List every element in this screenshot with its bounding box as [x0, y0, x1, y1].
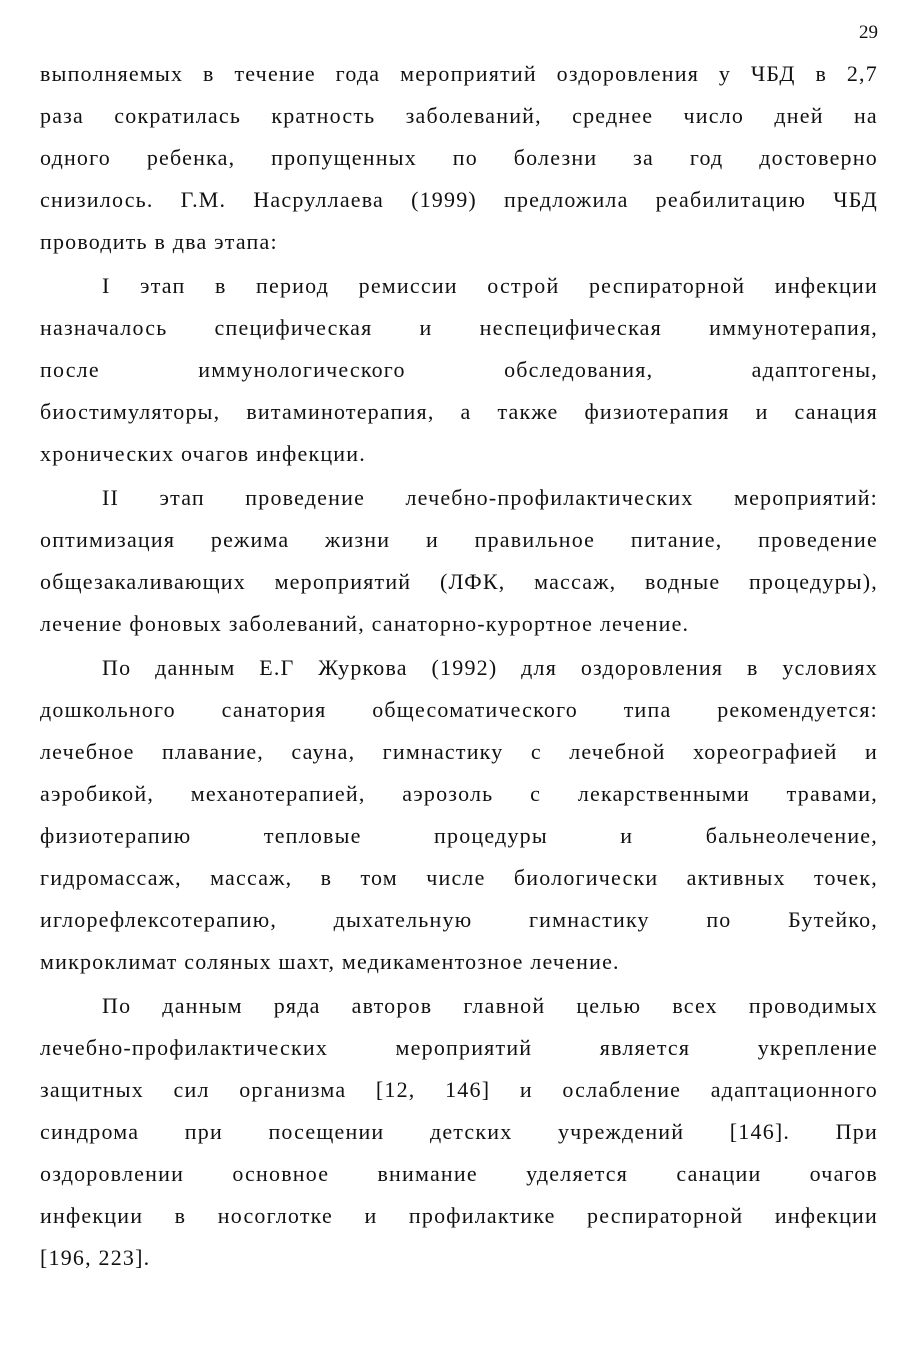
word: всех	[672, 993, 718, 1018]
word: этап	[159, 485, 205, 510]
word: проводимых	[748, 993, 878, 1018]
word: I	[102, 273, 111, 298]
word: респираторной	[587, 1203, 744, 1228]
word: лечение фоновых заболеваний, санаторно-курортное лечение.	[40, 611, 690, 636]
word: инфекции	[774, 273, 878, 298]
text-line	[40, 398, 878, 426]
text-line	[40, 822, 878, 850]
word: дошкольного	[40, 697, 176, 722]
word: точек,	[814, 865, 878, 890]
word: Журкова	[318, 655, 408, 680]
text-line	[102, 992, 878, 1020]
word: основное	[232, 1161, 330, 1186]
word: правильное	[474, 527, 596, 552]
word: с	[530, 739, 542, 764]
text-line	[40, 568, 878, 596]
word: витаминотерапия,	[246, 399, 435, 424]
word: защитных	[40, 1077, 144, 1102]
word: лечебно-профилактических	[405, 485, 694, 510]
word: сил	[173, 1077, 210, 1102]
text-line	[40, 696, 878, 724]
word: водные	[644, 569, 721, 594]
word: раза	[40, 103, 85, 128]
word: данным	[162, 993, 243, 1018]
word: назначалось	[40, 315, 168, 340]
word: процедуры	[434, 823, 548, 848]
word: II	[102, 485, 120, 510]
word: тепловые	[263, 823, 362, 848]
word: По	[102, 993, 132, 1018]
word: оздоровления	[556, 61, 700, 86]
word: физиотерапия	[584, 399, 730, 424]
word: и	[425, 527, 439, 552]
word: очагов	[809, 1161, 878, 1186]
word: детских	[429, 1119, 513, 1144]
word: период	[256, 273, 330, 298]
word: ЧБД	[833, 187, 878, 212]
word: неспецифическая	[479, 315, 662, 340]
word: биостимуляторы,	[40, 399, 221, 424]
word: достоверно	[759, 145, 878, 170]
word: физиотерапию	[40, 823, 192, 848]
word: массаж,	[534, 569, 617, 594]
word: адаптогены,	[751, 357, 878, 382]
word: и	[519, 1077, 533, 1102]
word: активных	[686, 865, 786, 890]
word: по	[706, 907, 732, 932]
word: с	[530, 781, 542, 806]
word: пропущенных	[271, 145, 417, 170]
word: проводить в два этапа:	[40, 229, 278, 254]
word: мероприятий	[274, 569, 412, 594]
word: предложила	[503, 187, 629, 212]
word: [146].	[729, 1119, 791, 1144]
word: при	[184, 1119, 223, 1144]
word: оптимизация	[40, 527, 176, 552]
word: а	[460, 399, 472, 424]
word: массаж,	[210, 865, 293, 890]
word: и	[865, 739, 878, 764]
word: (ЛФК,	[439, 569, 506, 594]
word: плавание,	[162, 739, 264, 764]
word: микроклимат соляных шахт, медикаментозное лечение.	[40, 949, 620, 974]
word: 146]	[445, 1077, 491, 1102]
word: травами,	[786, 781, 878, 806]
word: ремиссии	[358, 273, 458, 298]
word: также	[497, 399, 559, 424]
word: проведение	[245, 485, 366, 510]
word: общезакаливающих	[40, 569, 246, 594]
text-line	[40, 1202, 878, 1230]
page-number: 29	[859, 22, 878, 43]
word: бальнеолечение,	[705, 823, 878, 848]
word: аэрозоль	[402, 781, 494, 806]
word: реабилитацию	[655, 187, 807, 212]
word: ребенка,	[146, 145, 236, 170]
word: По	[102, 655, 132, 680]
word: проведение	[758, 527, 878, 552]
text-line	[40, 948, 878, 976]
word: условиях	[782, 655, 878, 680]
word: оздоровлении	[40, 1161, 185, 1186]
word: год	[689, 145, 724, 170]
word: в	[320, 865, 333, 890]
word: этап	[140, 273, 186, 298]
word: у	[718, 61, 732, 86]
word: посещении	[268, 1119, 385, 1144]
word: организма	[239, 1077, 347, 1102]
word: режима	[210, 527, 290, 552]
word: обследования,	[504, 357, 654, 382]
word: снизилось.	[40, 187, 154, 212]
word: инфекции	[774, 1203, 878, 1228]
text-line	[102, 272, 878, 300]
word: гидромассаж,	[40, 865, 182, 890]
word: жизни	[325, 527, 391, 552]
word: питание,	[630, 527, 723, 552]
word: специфическая	[214, 315, 373, 340]
word: в	[174, 1203, 187, 1228]
text-line	[40, 610, 878, 638]
text-line	[40, 906, 878, 934]
word: адаптационного	[710, 1077, 878, 1102]
word: аэробикой,	[40, 781, 155, 806]
word: для	[521, 655, 558, 680]
word: за	[633, 145, 654, 170]
word: иглорефлексотерапию,	[40, 907, 278, 932]
word: общесоматического	[372, 697, 578, 722]
word: по	[452, 145, 478, 170]
word: целью	[576, 993, 642, 1018]
text-line	[40, 1076, 878, 1104]
word: лечебно-профилактических	[40, 1035, 329, 1060]
word: гимнастику	[528, 907, 650, 932]
text-line	[40, 738, 878, 766]
word: санация	[794, 399, 878, 424]
word: типа	[623, 697, 672, 722]
word: и	[620, 823, 634, 848]
word: иммунологического	[198, 357, 406, 382]
word: биологически	[513, 865, 659, 890]
text-line	[40, 102, 878, 130]
word: течение	[234, 61, 316, 86]
word: синдрома	[40, 1119, 140, 1144]
word: Е.Г	[259, 655, 295, 680]
word: главной	[463, 993, 546, 1018]
text-line	[40, 1244, 878, 1272]
word: санации	[676, 1161, 762, 1186]
word: лечебное	[40, 739, 135, 764]
word: число	[683, 103, 745, 128]
word: в	[203, 61, 215, 86]
word: хронических очагов инфекции.	[40, 441, 366, 466]
word: в	[747, 655, 759, 680]
word: данным	[155, 655, 236, 680]
word: в	[815, 61, 828, 86]
word: и	[364, 1203, 378, 1228]
text-line	[40, 60, 878, 88]
word: ЧБД	[750, 61, 796, 86]
word: внимание	[377, 1161, 478, 1186]
word: [196, 223].	[40, 1245, 151, 1270]
text-line	[40, 314, 878, 342]
word: механотерапией,	[190, 781, 366, 806]
word: санатория	[221, 697, 327, 722]
word: Насруллаева	[253, 187, 385, 212]
word: мероприятий:	[733, 485, 878, 510]
word: (1992)	[431, 655, 498, 680]
word: [12,	[375, 1077, 416, 1102]
word: хореографией	[692, 739, 838, 764]
text-line	[102, 484, 878, 512]
word: дыхательную	[333, 907, 473, 932]
word: Бутейко,	[788, 907, 878, 932]
word: При	[835, 1119, 878, 1144]
word: том	[360, 865, 398, 890]
word: сократилась	[114, 103, 242, 128]
word: числе	[426, 865, 486, 890]
word: лекарственными	[577, 781, 750, 806]
word: авторов	[351, 993, 433, 1018]
text-line	[40, 780, 878, 808]
word: мероприятий	[395, 1035, 533, 1060]
word: мероприятий	[400, 61, 537, 86]
word: и	[755, 399, 769, 424]
word: дней	[774, 103, 824, 128]
word: одного	[40, 145, 112, 170]
word: респираторной	[588, 273, 746, 298]
word: инфекции	[40, 1203, 144, 1228]
word: в	[214, 273, 227, 298]
word: оздоровления	[580, 655, 724, 680]
word: 2,7	[846, 61, 878, 86]
text-line	[40, 1034, 878, 1062]
text-line	[40, 1160, 878, 1188]
word: гимнастику	[382, 739, 504, 764]
word: иммунотерапия,	[709, 315, 878, 340]
word: уделяется	[526, 1161, 629, 1186]
word: является	[599, 1035, 691, 1060]
word: ослабление	[562, 1077, 682, 1102]
word: (1999)	[411, 187, 477, 212]
word: года	[335, 61, 381, 86]
word: острой	[487, 273, 560, 298]
word: учреждений	[557, 1119, 685, 1144]
word: на	[853, 103, 878, 128]
word: заболеваний,	[405, 103, 542, 128]
text-line	[40, 1118, 878, 1146]
word: болезни	[513, 145, 598, 170]
word: после	[40, 357, 100, 382]
word: и	[419, 315, 433, 340]
word: кратность	[271, 103, 376, 128]
word: среднее	[572, 103, 654, 128]
word: выполняемых	[40, 61, 184, 86]
word: укрепление	[757, 1035, 878, 1060]
text-line	[40, 440, 878, 468]
text-line	[40, 526, 878, 554]
word: Г.М.	[180, 187, 227, 212]
word: профилактике	[408, 1203, 556, 1228]
text-line	[40, 228, 878, 256]
word: ряда	[273, 993, 321, 1018]
word: рекомендуется:	[717, 697, 878, 722]
word: носоглотке	[217, 1203, 333, 1228]
word: лечебной	[569, 739, 666, 764]
text-line	[40, 356, 878, 384]
word: процедуры),	[748, 569, 878, 594]
text-line	[40, 144, 878, 172]
text-line	[40, 186, 878, 214]
text-line	[102, 654, 878, 682]
word: сауна,	[291, 739, 356, 764]
text-line	[40, 864, 878, 892]
